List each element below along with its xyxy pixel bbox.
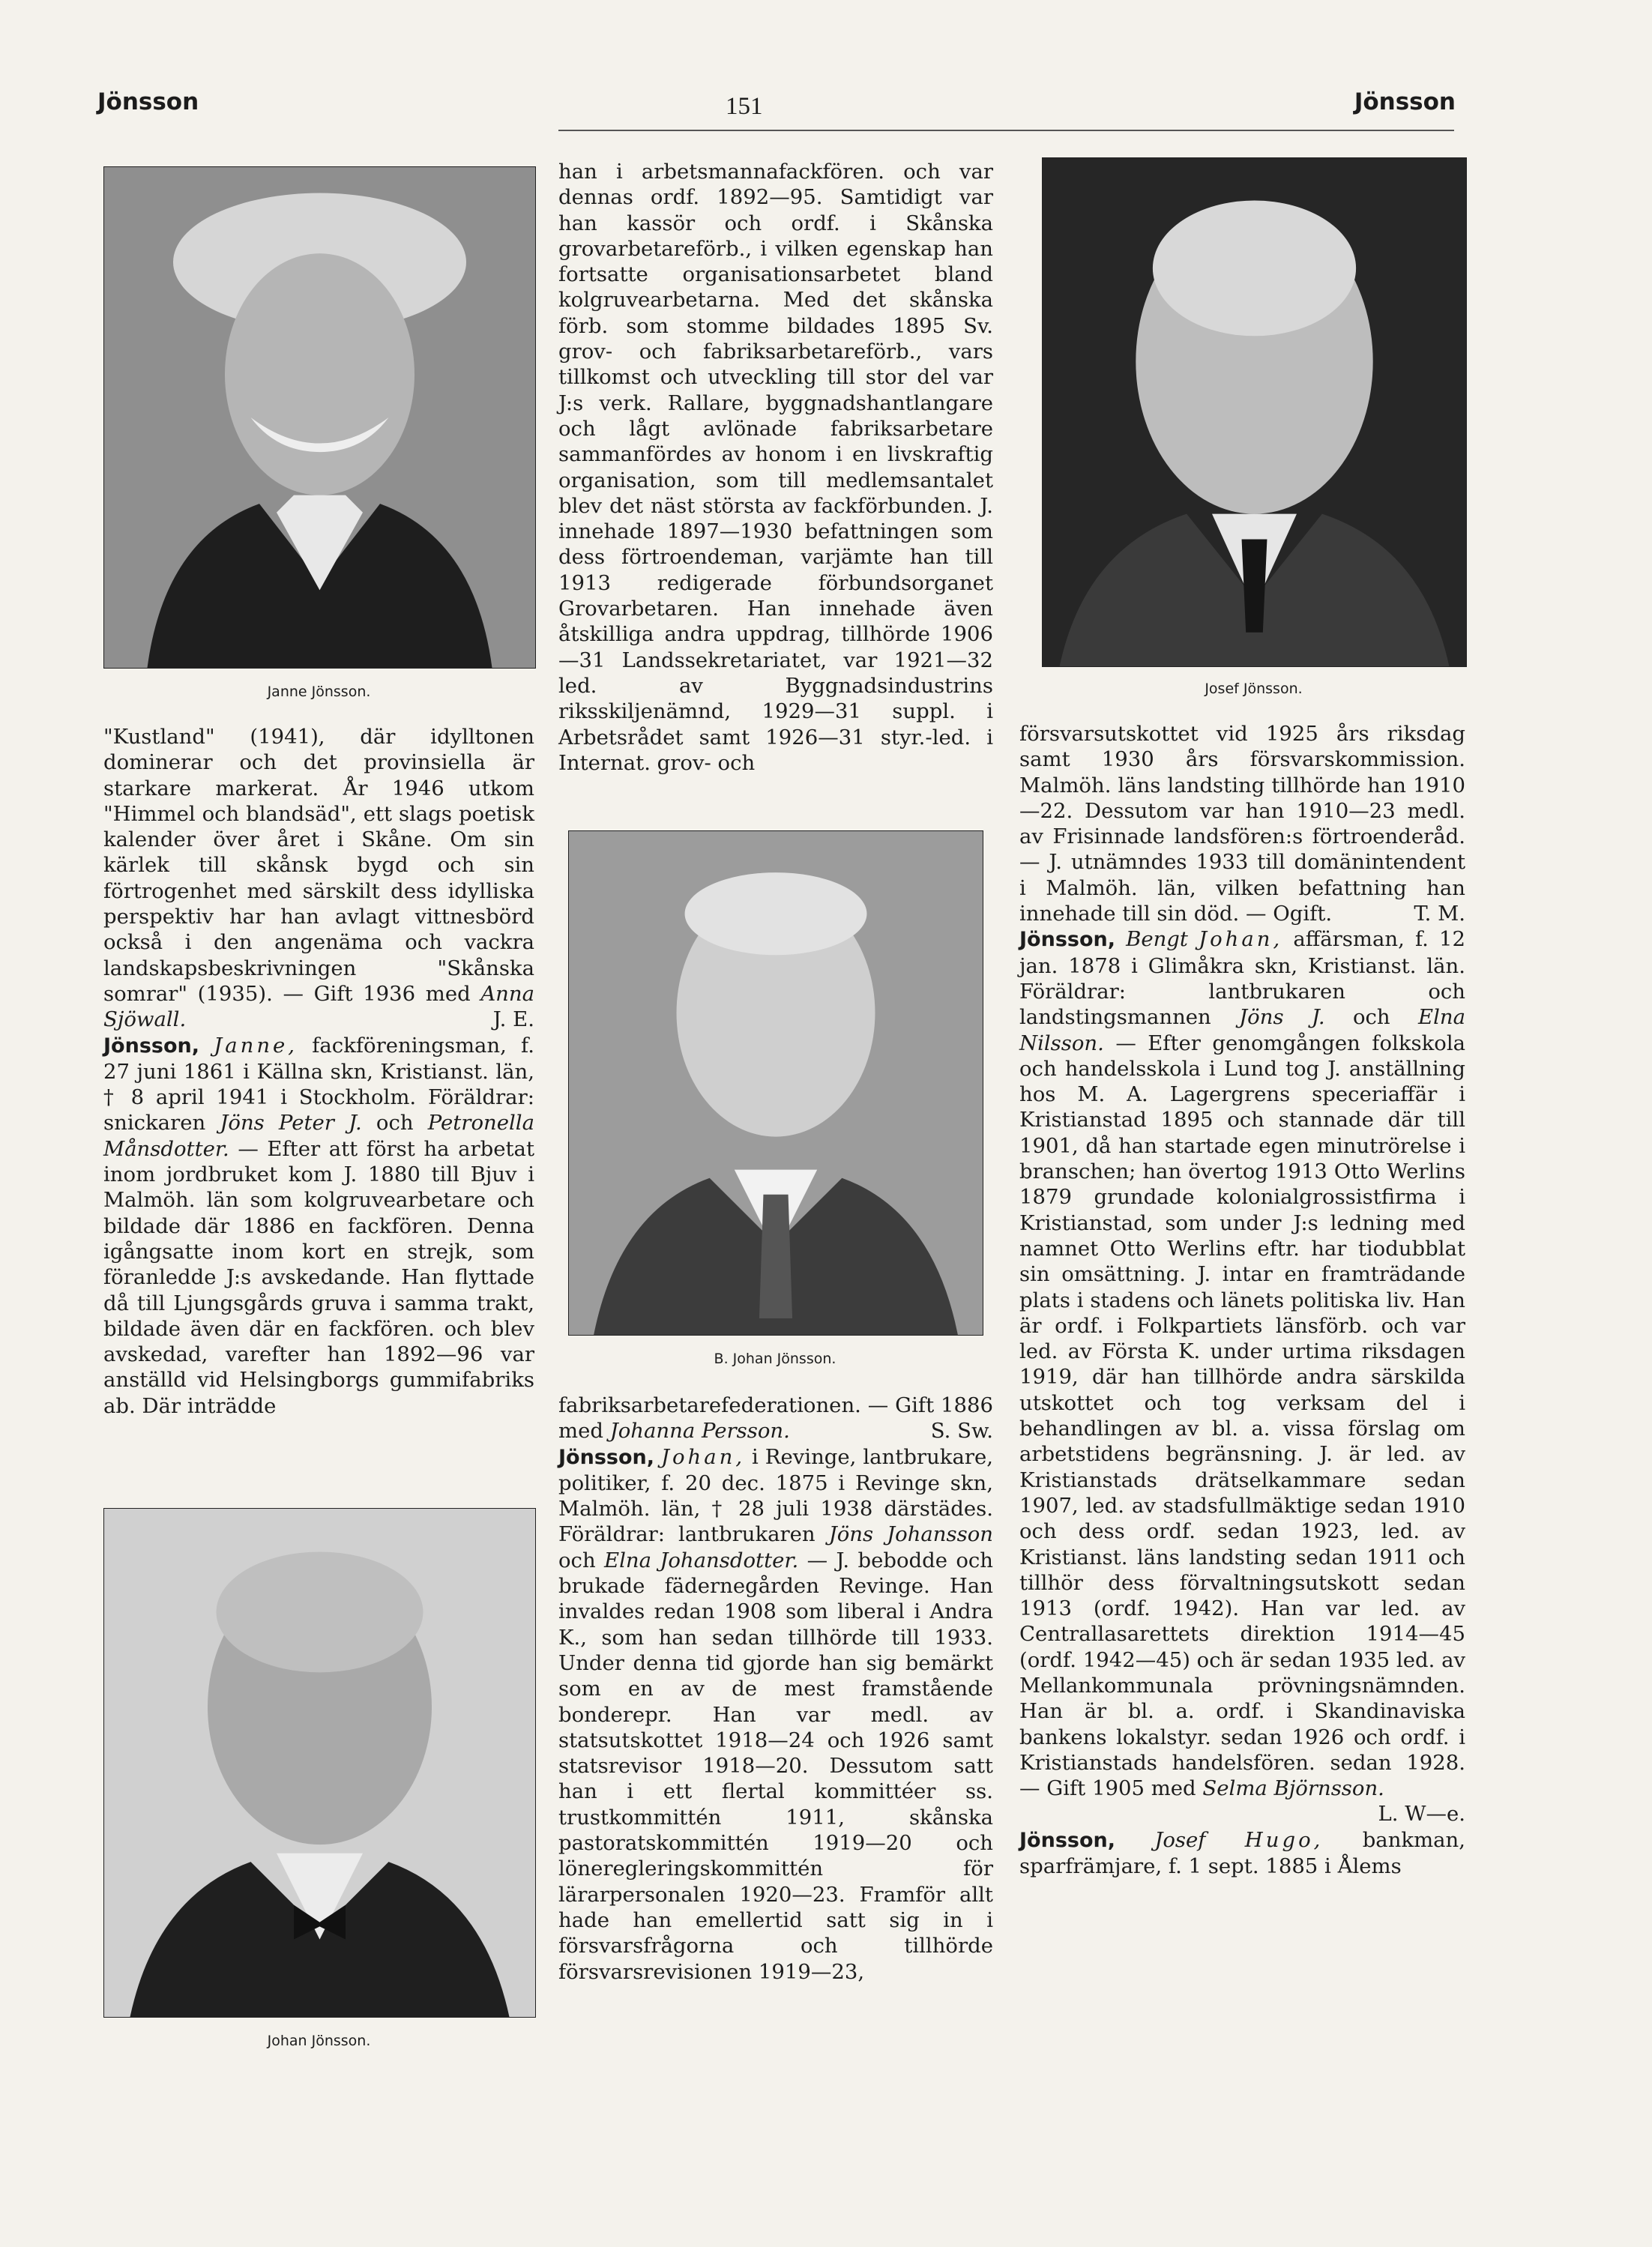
column-2-top-text (558, 159, 993, 776)
text-run: fackföreningsman, f. 27 juni 1861 i Källna skn, Kristianst. län, † 8 april 1941 i Stockholm. Föräldrar: snickaren (103, 1033, 534, 1135)
entry-josef-hugo-jonsson (1019, 1827, 1465, 1880)
spouse-name: Selma Björnsson. (1202, 1776, 1384, 1801)
portrait-josef-jonsson (1042, 157, 1467, 667)
author-signature: T. M. (1414, 902, 1465, 926)
author-signature: S. Sw. (930, 1419, 993, 1444)
column-1-text (103, 724, 534, 1419)
portrait-johan-jonsson (103, 1508, 536, 2018)
text-run: och (558, 1548, 596, 1572)
entry-given-name: Janne, (214, 1033, 298, 1058)
parent-name: Petronella Månsdotter. (103, 1111, 534, 1161)
caption-b-johan-jonsson: B. Johan Jönsson. (714, 1351, 836, 1367)
entry-johan-jonsson (558, 1444, 993, 1985)
text-run: — J. bebodde och brukade fädernegården Revinge. Han invaldes redan 1908 som liberal i Andra K., som han sedan tillhörde till 1933. Under denna tid gjorde han sig bemärkt som en av de mest framstående bonderepr. Han var medl. av statsutskottet 1918—24 och 1926 samt statsrevisor 1918—20. Dessutom satt han i ett flertal kommittéer ss. trustkommittén 1911, skånska pastoratskommittén 1919—20 och löneregleringskommittén för lärarpersonalen 1920—23. Framför allt hade han emellertid satt sig in i försvarsfrågorna och tillhörde försvarsrevisionen 1919—23, (558, 1548, 994, 1984)
entry-surname: Jönsson, (1019, 1828, 1115, 1852)
caption-janne-jonsson: Janne Jönsson. (267, 684, 371, 700)
text-run: — Efter att först ha arbetat inom jordbruket kom J. 1880 till Bjuv i Malmöh. län som kolgruvearbetare och bildade där 1886 en fackfören. Denna igångsatte inom kort en strejk, som föranledde J:s avskedande. Han flyttade då till Ljungsgårds gruva i samma trakt, bildade även där en fackfören. och blev avskedad, varefter han 1892—96 var anställd vid Helsingborgs gummifabriks ab. Där inträdde (103, 1136, 534, 1418)
column-2-bottom-text (558, 1393, 993, 1985)
entry-surname: Jönsson, (103, 1034, 199, 1058)
entry-given-name: Hugo, (1244, 1827, 1324, 1852)
entry-surname: Jönsson, (1019, 928, 1115, 952)
parent-name: Jöns Johansson (828, 1522, 994, 1547)
header-rule (558, 130, 1454, 131)
paragraph-federation (558, 1393, 993, 1444)
text-run: — Efter genomgången folkskola och handelsskola i Lund tog J. anställning hos M. A. Lagergrens speceriaffär i Kristianstad 1895 och stannade där till 1901, då han startade egen minutrörelse i branschen; han övertog 1913 Otto Werlins 1879 grundade kolonialgrossistfirma i Kristianstad, som under J:s ledning med namnet Otto Werlins eftr. har tiodubblat sin omsättning. J. intar en framträdande plats i stadens och länets politiska liv. Han är ordf. i Folkpartiets länsförb. och var led. av Första K. under urtima riksdagen 1919, där han tillhörde andra särskilda utskottet och tog verksam del i behandlingen av bl. a. vissa förslag om arbetstidens begränsning. J. är led. av Kristianstads drätselkammare sedan 1907, led. av stadsfullmäktige sedan 1910 och dess ordf. sedan 1923, led. av Kristianst. läns landsting sedan 1911 och tillhör dess förvaltningsutskott sedan 1913 (ordf. 1942). Han var led. av Centrallasarettets direktion 1914—45 (ordf. 1942—45) och är sedan 1935 led. av Mellankommunala prövningsnämnden. Han är bl. a. ordf. i Skandinaviska bankens lokalstyr. sedan 1926 och ordf. i Kristianstads handelsfören. sedan 1928. — Gift 1905 med (1019, 1031, 1466, 1801)
parent-name: Jöns J. (1239, 1005, 1325, 1030)
text-run: i Revinge, lantbrukare, politiker, f. 20 dec. 1875 i Revinge skn, Malmöh. län, † 28 juli 1938 därstädes. Föräldrar: lantbrukaren (558, 1444, 993, 1547)
text-run: och (1352, 1005, 1390, 1030)
spouse-name: Anna Sjöwall. (103, 981, 534, 1032)
entry-given-name: Johan, (660, 1444, 746, 1469)
entry-given-name: Johan, (1199, 927, 1283, 952)
entry-janne-jonsson (103, 1033, 534, 1419)
portrait-janne-jonsson (103, 166, 536, 669)
paragraph-kustland (103, 724, 534, 1033)
text-run: "Kustland" (1941), där idylltonen dominerar och det provinsiella är starkare markerat. År 1946 utkom "Himmel och blandsäd", ett slags poetisk kalender över året i Skåne. Om sin kärlek till skånsk bygd och sin förtrogenhet med särskilt dess idylliska perspektiv har han avlagt vittnesbörd också i den angenäma och vackra landskapsbeskrivningen "Skånska somrar" (1935). — Gift 1936 med (103, 725, 534, 1006)
page-number: 151 (726, 93, 763, 120)
column-3-text (1019, 721, 1465, 1879)
text-run: affärsman, f. 12 jan. 1878 i Glimåkra skn, Kristianst. län. Föräldrar: lantbrukaren och landstingsmannen (1019, 927, 1465, 1030)
parent-name: Jöns Peter J. (220, 1111, 362, 1135)
parent-name: Elna Johansdotter. (604, 1548, 799, 1572)
author-signature: J. E. (492, 1007, 534, 1032)
portrait-b-johan-jonsson (568, 830, 983, 1336)
entry-given-name: Josef (1154, 1827, 1206, 1852)
paragraph-continuation: han i arbetsmannafackfören. och var dennas ordf. 1892—95. Samtidigt var han kassör och ordf. i Skånska grovarbetareförb., i vilken egenskap han fortsatte organisationsarbetet bland kolgruvearbetarna. Med det skånska förb. som stomme bildades 1895 Sv. grov- och fabriksarbetareförb., vars tillkomst och utveckling till stor del var J:s verk. Rallare, byggnadshantlangare och lågt avlönade fabriksarbetare sammanfördes av honom i en livskraftig organisation, som till medlemsantalet blev det näst största av fackförbunden. J. innehade 1897—1930 befattningen som dess förtroendeman, varjämte han till 1913 redigerade förbundsorganet Grovarbetaren. Han innehade även åtskilliga andra uppdrag, tillhörde 1906—31 Landssekretariatet, var 1921—32 led. av Byggnadsindustrins riksskiljenämnd, 1929—31 suppl. i Arbetsrådet samt 1926—31 styr.-led. i Internat. grov- och (558, 160, 993, 775)
caption-josef-jonsson: Josef Jönsson. (1205, 681, 1303, 697)
entry-surname: Jönsson, (558, 1445, 654, 1469)
spouse-name: Johanna Persson. (609, 1419, 790, 1444)
paragraph-continuation (1019, 721, 1465, 926)
text-run: och (376, 1111, 414, 1135)
running-head-right: Jönsson (1354, 88, 1456, 115)
author-signature: L. W—e. (1378, 1802, 1465, 1827)
caption-johan-jonsson: Johan Jönsson. (267, 2033, 371, 2049)
running-head-left: Jönsson (97, 88, 199, 115)
parent-name: Elna Nilsson. (1019, 1005, 1465, 1055)
text-run: försvarsutskottet vid 1925 års riksdag samt 1930 års försvarskommission. Malmöh. läns landsting tillhörde han 1910—22. Dessutom var han 1910—23 medl. av Frisinnade landsfören:s förtroenderåd. — J. utnämndes 1933 till domänintendent i Malmöh. län, vilken befattning han innehade till sin död. — Ogift. (1019, 722, 1465, 926)
entry-bengt-johan-jonsson (1019, 926, 1466, 1827)
text-run: bankman, sparfrämjare, f. 1 sept. 1885 i Ålems (1019, 1827, 1466, 1879)
entry-given-name: Bengt (1126, 927, 1188, 952)
text-run: fabriksarbetarefederationen. — Gift 1886 med (558, 1393, 993, 1444)
